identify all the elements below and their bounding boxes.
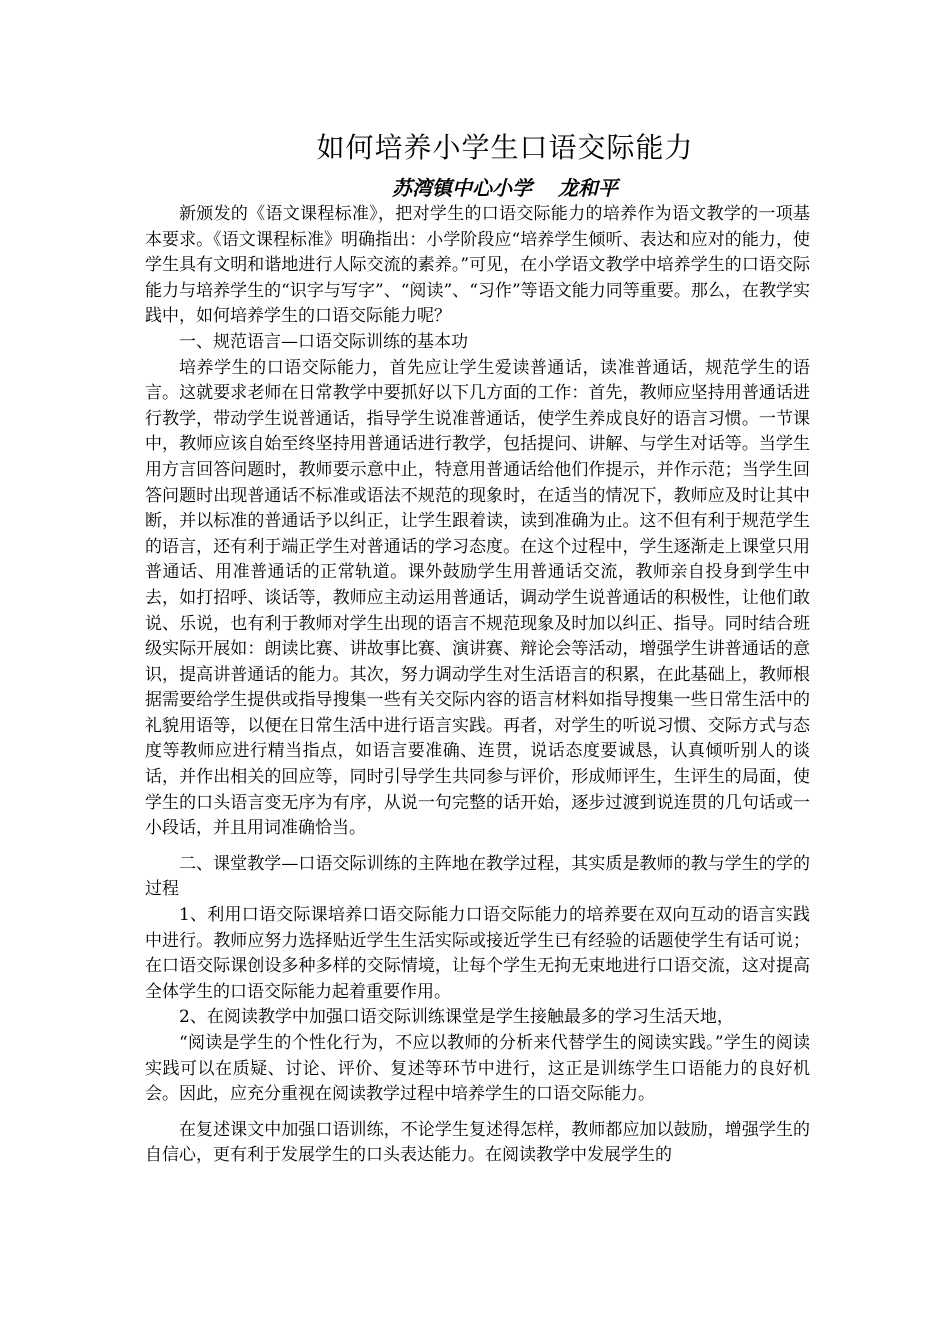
section-heading-1: 一、规范语言—口语交际训练的基本功	[179, 331, 468, 352]
paragraph-retelling: 在复述课文中加强口语训练，不论学生复述得怎样，教师都应加以鼓励，增强学生的自信心，更有利于发展学生的口头表达能力。在阅读教学中发展学生的	[145, 1119, 810, 1166]
document-title: 如何培养小学生口语交际能力	[316, 131, 694, 164]
paragraph-item-2: 2、在阅读教学中加强口语交际训练课堂是学生接触最多的学习生活天地，	[179, 1007, 734, 1028]
byline	[0, 174, 950, 202]
paragraph-intro: 新颁发的《语文课程标准》，把对学生的口语交际能力的培养作为语文教学的一项基本要求。《语文课程标准》明确指出：小学阶段应“培养学生倾听、表达和应对的能力，使学生具有文明和谐地进行人际交流的素养。”可见，在小学语文教学中培养学生的口语交际能力与培养学生的“识字与写字”、“阅读”、“习作”等语文能力同等重要。那么，在教学实践中，如何培养学生的口语交际能力呢？	[145, 204, 810, 327]
byline-school: 苏湾镇中心小学	[392, 176, 532, 200]
document-body	[145, 202, 810, 1169]
section-heading-2: 二、课堂教学—口语交际训练的主阵地在教学过程，其实质是教师的教与学生的学的过程	[145, 853, 810, 900]
paragraph-section-1: 培养学生的口语交际能力，首先应让学生爱读普通话，读准普通话，规范学生的语言。这就要求老师在日常教学中要抓好以下几方面的工作：首先，教师应坚持用普通话进行教学，带动学生说普通话，指导学生说准普通话，使学生养成良好的语言习惯。一节课中，教师应该自始至终坚持用普通话进行教学，包括提问、讲解、与学生对话等。当学生用方言回答问题时，教师要示意中止，特意用普通话给他们作提示，并作示范；当学生回答问题时出现普通话不标准或语法不规范的现象时，在适当的情况下，教师应及时让其中断，并以标准的普通话予以纠正，让学生跟着读，读到准确为止。这不但有利于规范学生的语言，还有利于端正学生对普通话的学习态度。在这个过程中，学生逐渐走上课堂只用普通话、用准普通话的正常轨道。课外鼓励学生用普通话交流，教师亲自投身到学生中去，如打招呼、谈话等，教师应主动运用普通话，调动学生说普通话的积极性，让他们敢说、乐说，也有利于教师对学生出现的语言不规范现象及时加以纠正、指导。同时结合班级实际开展如：朗读比赛、讲故事比赛、演讲赛、辩论会等活动，增强学生讲普通话的意识，提高讲普通话的能力。其次，努力调动学生对生活语言的积累，在此基础上，教师根据需要给学生提供或指导搜集一些有关交际内容的语言材料如指导搜集一些日常生活中的礼貌用语等，以便在日常生活中进行语言实践。再者，对学生的听说习惯、交际方式与态度等教师应进行精当指点，如语言要准确、连贯，说话态度要诚恳，认真倾听别人的谈话，并作出相关的回应等，同时引导学生共同参与评价，形成师评生，生评生的局面，使学生的口头语言变无序为有序，从说一句完整的话开始，逐步过渡到说连贯的几句话或一小段话，并且用词准确恰当。	[145, 357, 810, 839]
paragraph-item-1: 1、利用口语交际课培养口语交际能力口语交际能力的培养要在双向互动的语言实践中进行。教师应努力选择贴近学生生活实际或接近学生已有经验的话题使学生有话可说；在口语交际课创设多种多样的交际情境，让每个学生无拘无束地进行口语交流，这对提高全体学生的口语交际能力起着重要作用。	[145, 905, 810, 1002]
byline-author: 龙和平	[558, 176, 618, 200]
paragraph-quote: “阅读是学生的个性化行为，不应以教师的分析来代替学生的阅读实践。”学生的阅读实践可以在质疑、讨论、评价、复述等环节中进行，这正是训练学生口语能力的良好机会。因此，应充分重视在阅读教学过程中培养学生的口语交际能力。	[145, 1033, 810, 1105]
